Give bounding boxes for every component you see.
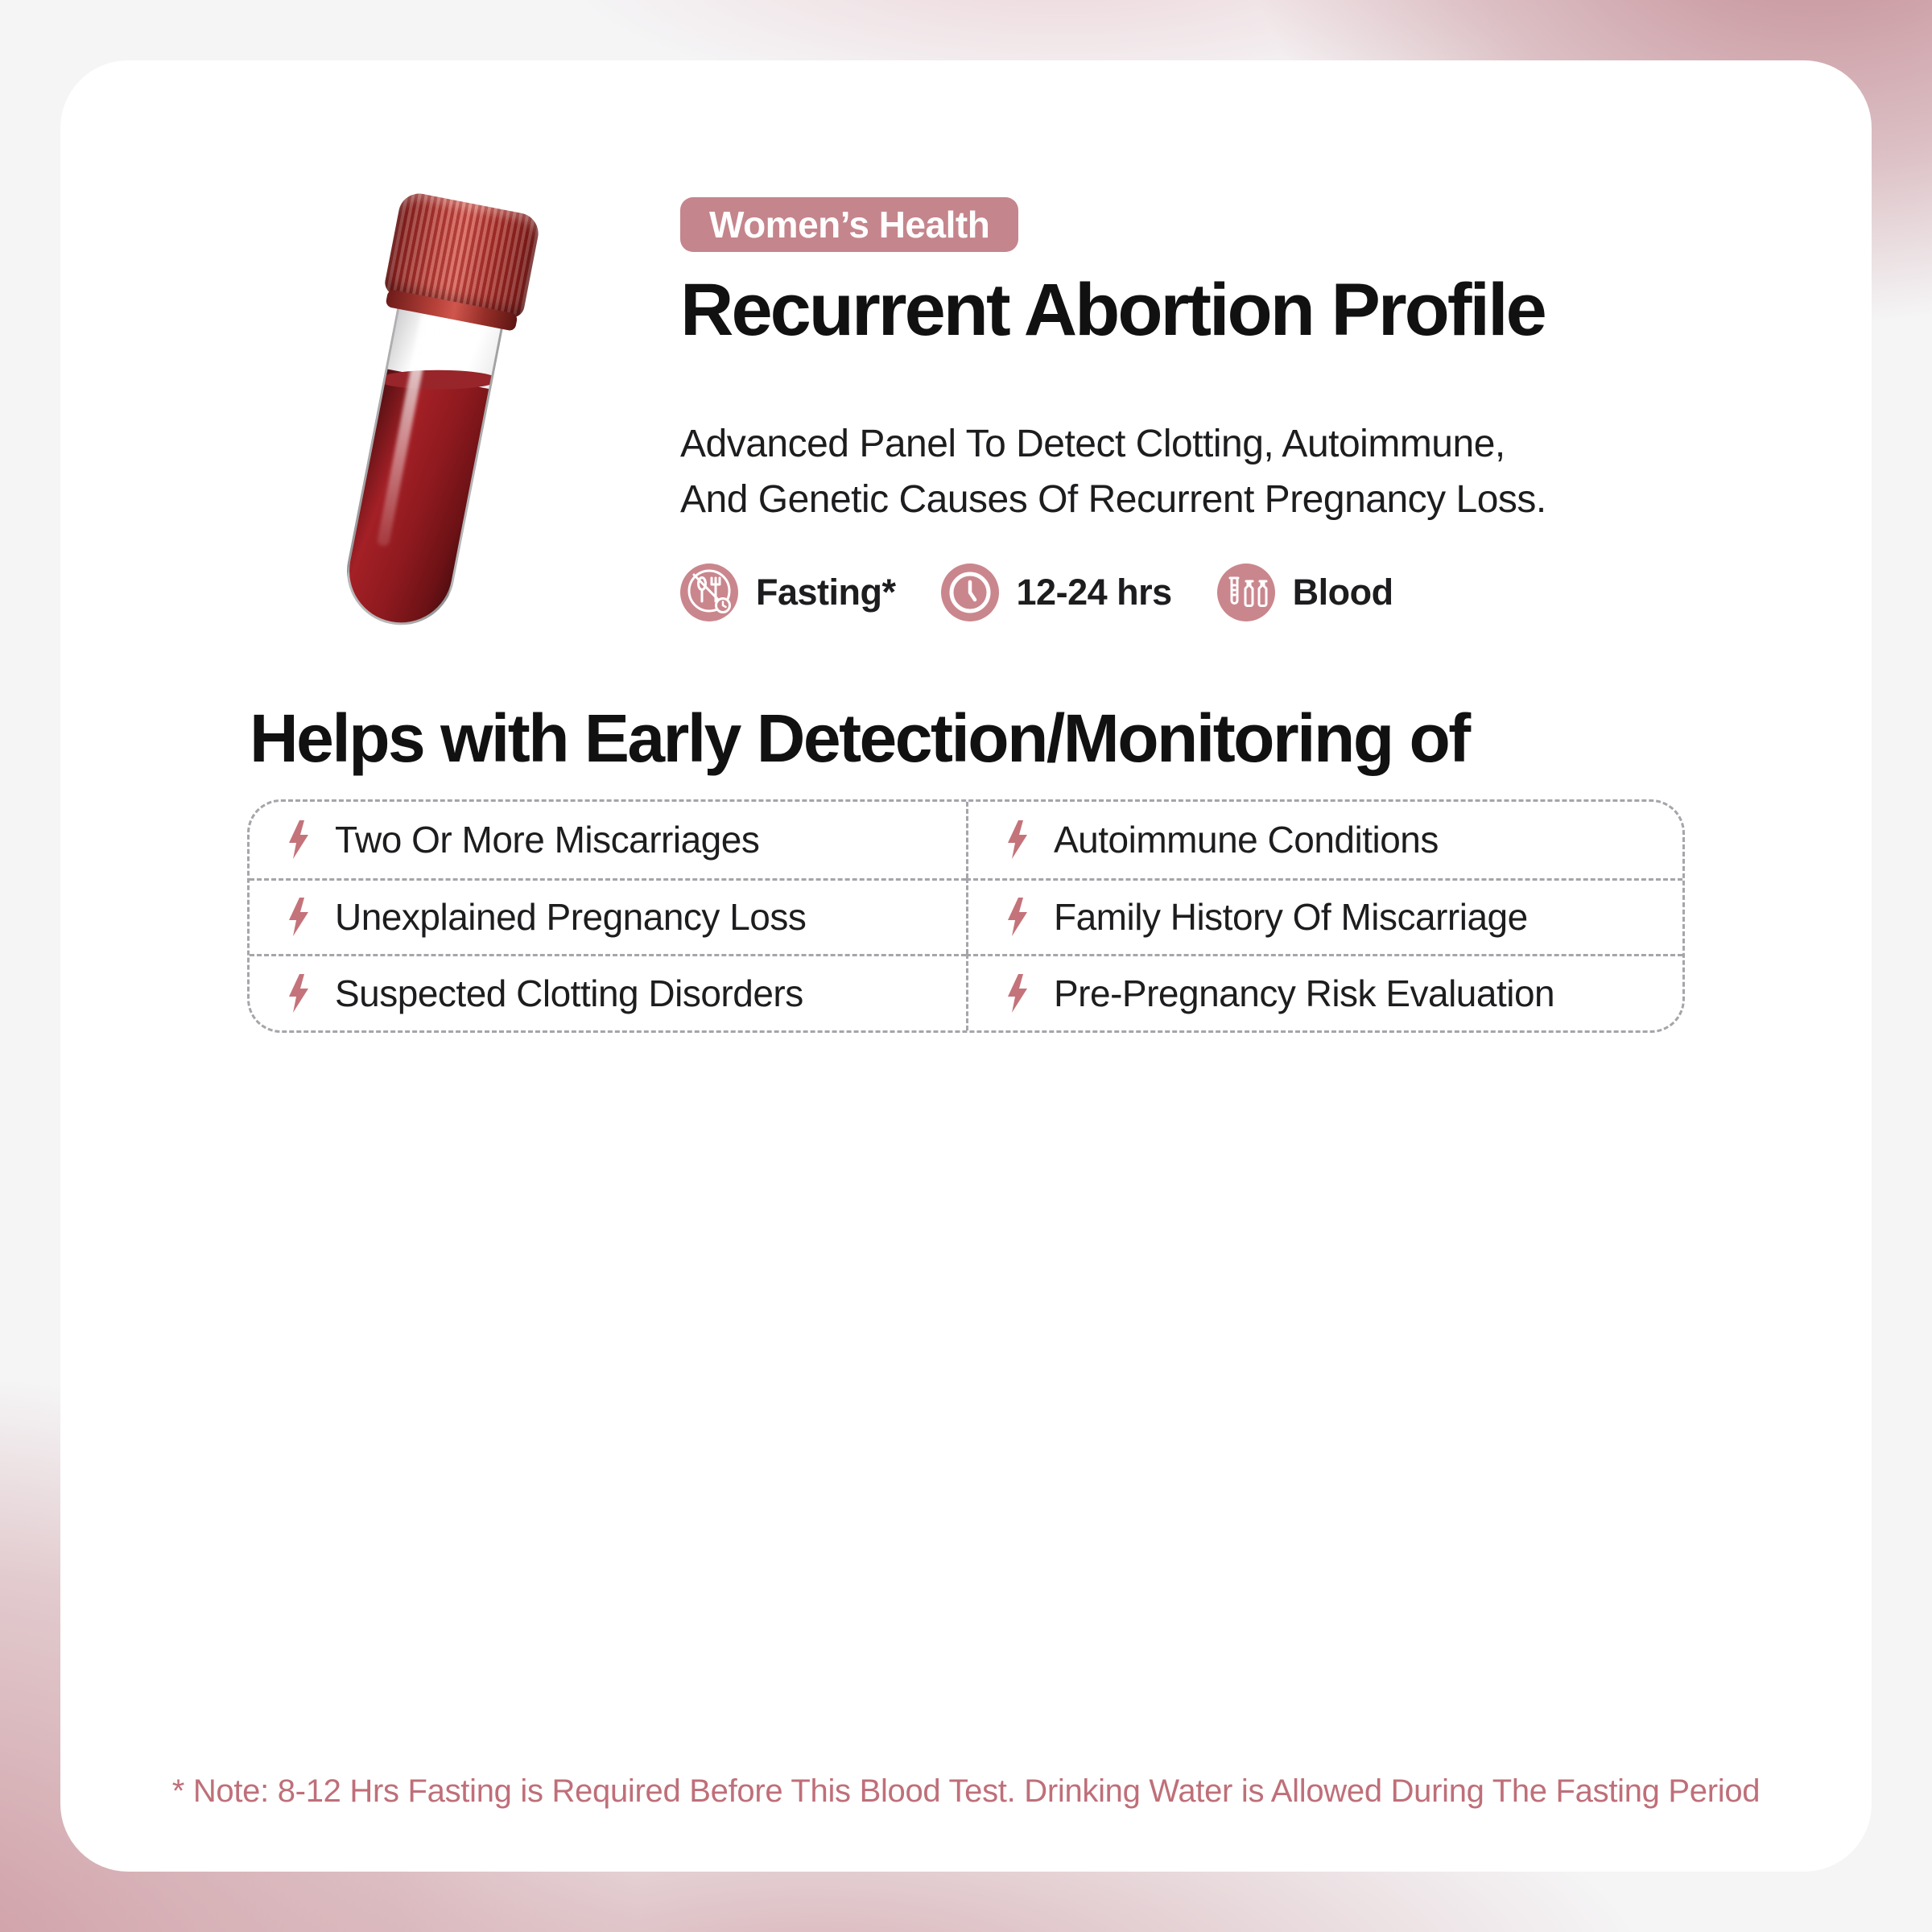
- detection-item-label: Unexplained Pregnancy Loss: [335, 896, 807, 939]
- meta-sample-label: Blood: [1292, 572, 1393, 613]
- clock-icon: [941, 564, 999, 621]
- fasting-note: * Note: 8-12 Hrs Fasting is Required Before This Blood Test. Drinking Water is Allowed During The Fasting Period: [171, 1773, 1761, 1809]
- lightning-bolt-icon: [1004, 974, 1031, 1013]
- detection-item: [966, 802, 1682, 878]
- blood-test-tube-illustration: [278, 182, 559, 651]
- detection-item-label: Family History Of Miscarriage: [1054, 896, 1528, 939]
- subtitle-line-1: Advanced Panel To Detect Clotting, Autoimmune,: [680, 423, 1505, 465]
- meta-fasting-label: Fasting*: [756, 572, 896, 613]
- meta-duration: [941, 564, 1172, 621]
- lightning-bolt-icon: [1004, 898, 1031, 936]
- subtitle: [680, 416, 1546, 527]
- lightning-bolt-icon: [285, 820, 312, 859]
- meta-sample: [1217, 564, 1393, 621]
- detection-item-label: Suspected Clotting Disorders: [335, 972, 803, 1015]
- detection-item: [250, 954, 966, 1030]
- lightning-bolt-icon: [1004, 820, 1031, 859]
- detection-item: [250, 878, 966, 955]
- blood-surface: [378, 370, 498, 390]
- detection-item-label: Autoimmune Conditions: [1054, 819, 1439, 861]
- detection-item: [250, 802, 966, 878]
- detection-item-label: Two Or More Miscarriages: [335, 819, 760, 861]
- section-heading: Helps with Early Detection/Monitoring of: [250, 700, 1469, 776]
- lightning-bolt-icon: [285, 898, 312, 936]
- no-food-icon: [680, 564, 738, 621]
- detection-item: [966, 878, 1682, 955]
- page-title: Recurrent Abortion Profile: [680, 269, 1545, 351]
- blood-vials-icon: [1217, 564, 1275, 621]
- meta-fasting: [680, 564, 896, 621]
- test-meta-row: [680, 564, 1393, 621]
- test-tube-glass: [337, 298, 505, 634]
- detection-grid: [247, 799, 1685, 1033]
- detection-item-label: Pre-Pregnancy Risk Evaluation: [1054, 972, 1555, 1015]
- subtitle-line-2: And Genetic Causes Of Recurrent Pregnancy Loss.: [680, 478, 1546, 522]
- detection-item: [966, 954, 1682, 1030]
- card: [60, 60, 1872, 1872]
- category-badge: Women’s Health: [680, 197, 1018, 252]
- meta-duration-label: 12-24 hrs: [1016, 572, 1172, 613]
- lightning-bolt-icon: [285, 974, 312, 1013]
